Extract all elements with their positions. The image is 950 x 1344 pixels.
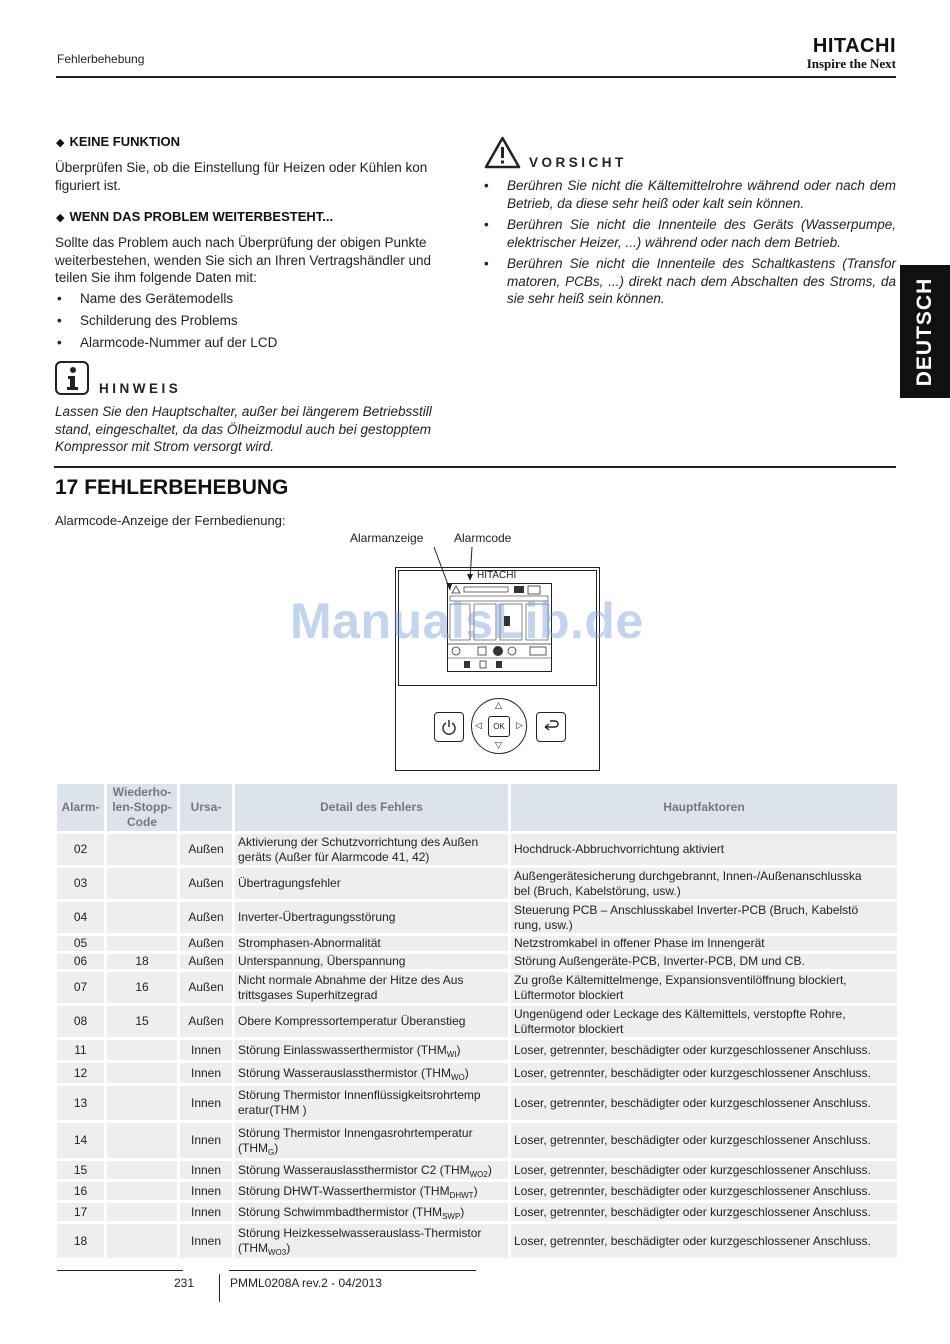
cell-cause: Innen [180,1123,232,1158]
language-tab [900,265,950,398]
cell-cause: Innen [180,1040,232,1060]
cell-detail [235,1182,508,1200]
table-row [57,834,897,865]
text-line: stand, eingeschaltet, da das Ölheizmodul auch bei gestopptem [55,421,431,437]
logo-tagline: Inspire the Next [806,56,896,71]
text-line: Lassen Sie den Hauptschalter, außer bei längerem Betriebsstill [55,404,432,419]
col-header-alarm: Alarm- [57,784,104,831]
heading-problem-persists [56,209,333,224]
list-item [57,312,457,329]
bullet-dot: • [484,178,489,193]
cell-cause: Außen [180,954,232,969]
cell-alarm: 13 [57,1086,104,1120]
cell-detail [235,1040,508,1060]
section-subtitle: Alarmcode-Anzeige der Fernbedienung: [55,513,286,528]
page-number: 231 [174,1276,195,1290]
paragraph-no-function [55,159,461,194]
header-section-label: Fehlerbehebung [57,52,145,66]
cell-detail [235,1224,508,1258]
detail-subscript: G [268,1147,275,1157]
cell-repeat: 18 [107,954,177,969]
left-arrow-icon[interactable]: ◁ [475,720,482,730]
note-title: HINWEIS [99,381,182,396]
table-row [57,936,897,951]
cell-detail: Störung Thermistor Innenflüssigkeitsrohrtemp eratur(THM ) [235,1086,508,1120]
caution-item-text: Berühren Sie nicht die Innenteile des Geräts (Wasserpumpe, elektrischer Heizer, ...) während oder nach dem Betrieb. [507,217,896,250]
table-row [57,902,897,933]
list-item-text: Alarmcode-Nummer auf der LCD [80,335,278,350]
text-line: teilen Sie ihm folgende Daten mit: [55,270,257,285]
cell-factors: Außengerätesicherung durchgebrannt, Innen-/Außenanschlusska bel (Bruch, Kabelstörung, usw.) [511,868,897,899]
cell-alarm: 08 [57,1006,104,1037]
cell-factors: Loser, getrennter, beschädigter oder kurzgeschlossener Anschluss. [511,1182,897,1200]
heading-no-function [56,134,180,149]
language-tab-label: DEUTSCH [913,277,936,386]
detail-subscript: WI [446,1049,457,1059]
detail-text: ) [286,1241,291,1255]
back-button[interactable] [536,712,566,742]
col-header-repeat-stop-code: Wiederho- len-Stopp- Code [107,784,177,831]
cell-factors: Störung Außengeräte-PCB, Inverter-PCB, DM und CB. [511,954,897,969]
cell-factors: Loser, getrennter, beschädigter oder kurzgeschlossener Anschluss. [511,1063,897,1083]
cell-alarm: 18 [57,1224,104,1258]
detail-text: Störung DHWT-Wasserthermistor (THM [238,1183,450,1198]
list-item [57,334,457,351]
cell-repeat [107,1203,177,1221]
cell-repeat [107,1063,177,1083]
cell-cause: Innen [180,1086,232,1120]
bullet-dot: • [484,256,489,271]
table-row [57,954,897,969]
power-button[interactable] [434,712,464,742]
cell-repeat [107,1182,177,1200]
cell-repeat [107,1161,177,1179]
cell-alarm: 03 [57,868,104,899]
cell-cause: Innen [180,1063,232,1083]
cell-detail: Inverter-Übertragungsstörung [235,902,508,933]
cell-factors: Steuerung PCB – Anschlusskabel Inverter-PCB (Bruch, Kabelstö rung, usw.) [511,902,897,933]
table-row [57,1006,897,1037]
cell-detail: Aktivierung der Schutzvorrichtung des Außen geräts (Außer für Alarmcode 41, 42) [235,834,508,865]
section-rule [54,466,896,468]
cell-repeat [107,834,177,865]
up-arrow-icon[interactable]: △ [495,700,502,710]
table-row [57,1040,897,1060]
table-row [57,1224,897,1258]
warning-icon [484,136,521,169]
cell-repeat [107,868,177,899]
section-title: 17 FEHLERBEHEBUNG [55,476,289,499]
cell-cause: Innen [180,1224,232,1258]
down-arrow-icon[interactable]: ▽ [495,740,502,750]
cell-alarm: 15 [57,1161,104,1179]
diamond-bullet-icon: ◆ [56,137,65,149]
cell-cause: Außen [180,834,232,865]
cell-cause: Außen [180,972,232,1003]
note-text [55,403,465,456]
table-row [57,1123,897,1158]
label-alarm-indicator: Alarmanzeige [350,531,424,545]
col-header-detail: Detail des Fehlers [235,784,508,831]
table-row [57,1203,897,1221]
detail-subscript: WO [450,1072,465,1082]
cell-repeat: 16 [107,972,177,1003]
cell-factors: Zu große Kältemittelmenge, Expansionsventilöffnung blockiert, Lüftermotor blockiert [511,972,897,1003]
detail-text: ) [456,1042,461,1057]
table-row [57,1182,897,1200]
detail-text: ) [460,1204,465,1219]
label-alarm-code: Alarmcode [454,531,512,545]
cell-detail: Stromphasen-Abnormalität [235,936,508,951]
cell-repeat [107,1040,177,1060]
cell-alarm: 16 [57,1182,104,1200]
list-item [57,290,457,307]
detail-subscript: SWP [442,1211,461,1221]
table-row [57,1063,897,1083]
cell-factors: Loser, getrennter, beschädigter oder kurzgeschlossener Anschluss. [511,1224,897,1258]
heading-text: KEINE FUNKTION [69,134,180,149]
detail-text: ) [487,1162,492,1177]
col-header-factors: Hauptfaktoren [511,784,897,831]
text-line: weiterbestehen, wenden Sie sich an Ihren Vertragshändler und [55,252,431,268]
cell-detail [235,1063,508,1083]
footer-rule-right [229,1270,476,1271]
col-header-cause: Ursa- [180,784,232,831]
ok-button[interactable]: OK [488,716,510,737]
cell-repeat [107,936,177,951]
detail-text: Störung Schwimmbadthermistor (THM [238,1204,443,1219]
cell-cause: Innen [180,1161,232,1179]
detail-text: ) [464,1065,469,1080]
indicator-arrows-icon [430,545,480,595]
cell-cause: Außen [180,868,232,899]
cell-detail: Übertragungsfehler [235,868,508,899]
power-icon [441,719,457,735]
table-row [57,972,897,1003]
bullet-dot: • [57,313,62,328]
bullet-dot: • [484,217,489,232]
cell-factors: Hochdruck-Abbruchvorrichtung aktiviert [511,834,897,865]
cell-alarm: 14 [57,1123,104,1158]
cell-repeat [107,902,177,933]
cell-cause: Außen [180,936,232,951]
text-line: Kompressor mit Strom versorgt wird. [55,439,275,454]
detail-text: Störung Einlasswasserthermistor (THM [238,1042,447,1057]
cell-alarm: 05 [57,936,104,951]
cell-alarm: 11 [57,1040,104,1060]
footer-rule-left [57,1270,183,1271]
bullet-dot: • [57,335,62,350]
cell-factors: Loser, getrennter, beschädigter oder kurzgeschlossener Anschluss. [511,1040,897,1060]
cell-factors: Loser, getrennter, beschädigter oder kurzgeschlossener Anschluss. [511,1161,897,1179]
heading-text: WENN DAS PROBLEM WEITERBESTEHT... [69,209,334,224]
caution-item [484,177,896,213]
cell-cause: Innen [180,1182,232,1200]
table-row [57,868,897,899]
info-icon [55,361,89,395]
text-line: Überprüfen Sie, ob die Einstellung für Heizen oder Kühlen kon [55,160,428,175]
return-icon [542,719,560,735]
list-item-text: Name des Gerätemodells [80,291,234,306]
table-row [57,1086,897,1120]
cell-detail: Unterspannung, Überspannung [235,954,508,969]
caution-item-text: Berühren Sie nicht die Innenteile des Schaltkastens (Transfor matoren, PCBs, ...) direkt nach dem Abschalten des Stroms, da sie sehr heiß sein können. [507,256,896,306]
cell-factors: Loser, getrennter, beschädigter oder kurzgeschlossener Anschluss. [511,1123,897,1158]
detail-text: (THM [238,1140,268,1155]
cell-repeat [107,1123,177,1158]
cell-cause: Außen [180,902,232,933]
controller-brand: HITACHI [477,570,517,581]
detail-text: Störung Wasserauslassthermistor (THM [238,1065,451,1080]
detail-subscript: WO3 [268,1248,287,1257]
cell-alarm: 04 [57,902,104,933]
cell-detail: Obere Kompressortemperatur Überanstieg [235,1006,508,1037]
text-line: Sollte das Problem auch nach Überprüfung der obigen Punkte [55,235,427,250]
cell-alarm: 06 [57,954,104,969]
cell-detail [235,1203,508,1221]
header-rule [56,76,896,78]
detail-text: ) [473,1183,478,1198]
cell-factors: Loser, getrennter, beschädigter oder kurzgeschlossener Anschluss. [511,1203,897,1221]
cell-cause: Außen [180,1006,232,1037]
paragraph-problem-persists [55,234,465,287]
cell-alarm: 17 [57,1203,104,1221]
detail-text: ) [274,1140,279,1155]
cell-repeat [107,1086,177,1120]
detail-text: Störung Heizkesselwasserauslass-Thermistor [238,1226,482,1240]
cell-alarm: 02 [57,834,104,865]
caution-item [484,255,896,309]
cell-detail [235,1161,508,1179]
list-item-text: Schilderung des Problems [80,313,238,328]
detail-text: Störung Wasserauslassthermistor C2 (THM [238,1162,470,1177]
cell-factors: Ungenügend oder Leckage des Kältemittels, verstopfte Rohre, Lüftermotor blockiert [511,1006,897,1037]
cell-cause: Innen [180,1203,232,1221]
caution-item [484,216,896,252]
text-line: figuriert ist. [55,177,122,193]
hitachi-logo [772,36,896,72]
caution-item-text: Berühren Sie nicht die Kältemittelrohre während oder nach dem Betrieb, da diese sehr heiß oder kalt sein können. [507,178,896,211]
cell-detail: Nicht normale Abnahme der Hitze des Aus trittsgases Superhitzegrad [235,972,508,1003]
bullet-dot: • [57,291,62,306]
cell-repeat: 15 [107,1006,177,1037]
cell-repeat [107,1224,177,1258]
cell-detail [235,1123,508,1158]
logo-main: HITACHI [812,35,896,57]
cell-factors: Netzstromkabel in offener Phase im Innengerät [511,936,897,951]
detail-subscript: DHWT [449,1190,474,1200]
caution-title: VORSICHT [529,155,627,170]
detail-text: (THM [238,1241,268,1255]
detail-text: Störung Thermistor Innengasrohrtemperatur [238,1125,473,1140]
watermark: ManualsLib.de [290,593,644,649]
detail-subscript: WO2 [469,1169,488,1179]
cell-alarm: 12 [57,1063,104,1083]
footer-divider [219,1274,220,1302]
table-row [57,1161,897,1179]
diamond-bullet-icon: ◆ [56,212,65,224]
cell-factors: Loser, getrennter, beschädigter oder kurzgeschlossener Anschluss. [511,1086,897,1120]
document-reference: PMML0208A rev.2 - 04/2013 [230,1276,382,1290]
right-arrow-icon[interactable]: ▷ [516,720,523,730]
alarm-code-table [54,781,900,1261]
cell-alarm: 07 [57,972,104,1003]
